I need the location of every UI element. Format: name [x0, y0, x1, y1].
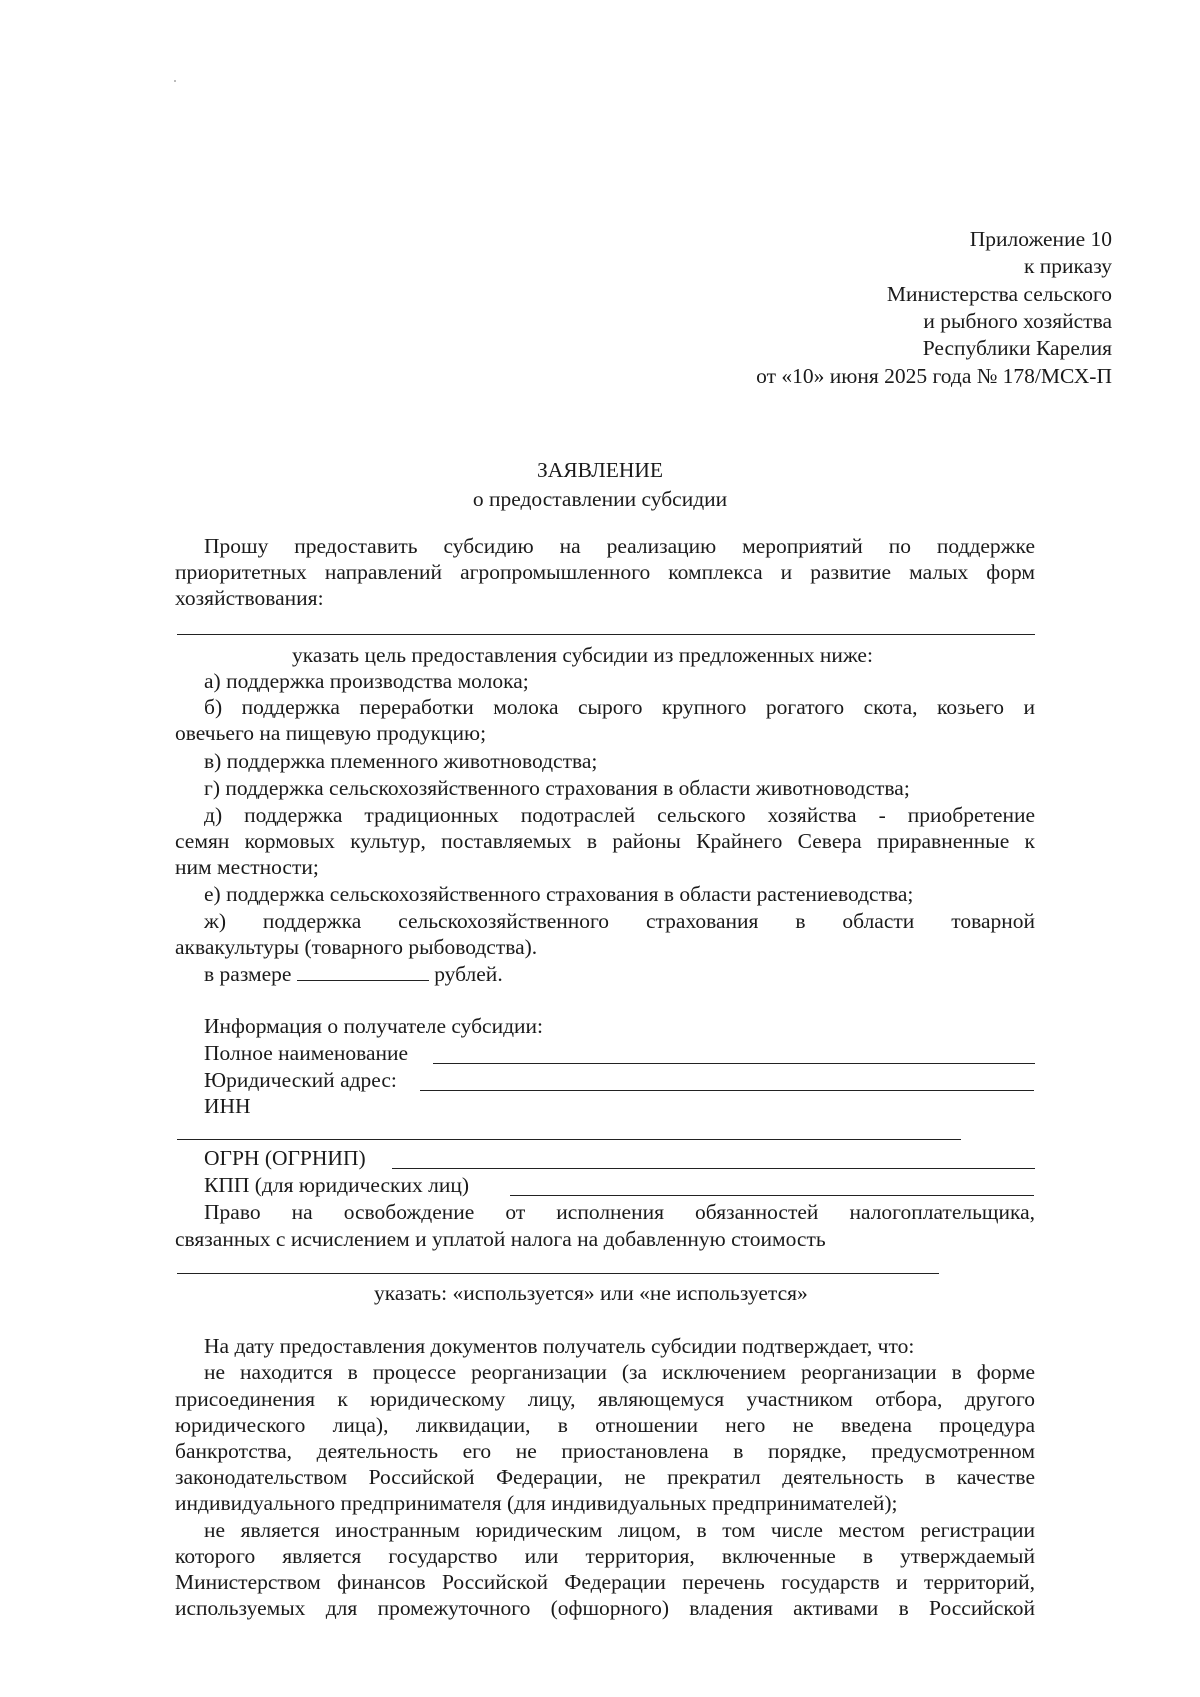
header-ministry-2: и рыбного хозяйства [923, 309, 1112, 333]
header-order-date: от «10» июня 2025 года № 178/МСХ-П [756, 364, 1112, 388]
request-line-3: хозяйствования: [175, 586, 324, 610]
amount-prefix: в размере [204, 962, 292, 986]
full-name-field[interactable] [433, 1063, 1035, 1064]
confirm-p2-line-4: используемых для промежуточного (офшорного) владения активами в Российской [175, 1596, 1035, 1620]
confirm-p2-line-3: Министерством финансов Российской Федерации перечень государств и территорий, [175, 1570, 1035, 1594]
appendix-number: Приложение 10 [969, 227, 1112, 251]
header-order-ref: к приказу [1023, 254, 1112, 278]
option-g: г) поддержка сельскохозяйственного страхования в области животноводства; [204, 776, 910, 800]
legal-address-label: Юридический адрес: [204, 1068, 397, 1092]
option-b-line-2: овечьего на пищевую продукцию; [175, 721, 487, 745]
vat-field[interactable] [177, 1273, 939, 1274]
ogrn-field[interactable] [392, 1168, 1035, 1169]
request-line-2: приоритетных направлений агропромышленного комплекса и развитие малых форм [175, 560, 1035, 584]
full-name-label: Полное наименование [204, 1041, 409, 1065]
purpose-field[interactable] [177, 634, 1035, 635]
option-a: а) поддержка производства молока; [204, 669, 529, 693]
option-e: е) поддержка сельскохозяйственного страхования в области растениеводства; [204, 882, 914, 906]
option-b-line-1: б) поддержка переработки молока сырого крупного рогатого скота, козьего и [204, 695, 1035, 719]
confirm-p1-line-5: законодательством Российской Федерации, не прекратил деятельность в качестве [175, 1465, 1035, 1489]
option-zh-line-1: ж) поддержка сельскохозяйственного страхования в области товарной [204, 909, 1035, 933]
ogrn-label: ОГРН (ОГРНИП) [204, 1146, 366, 1170]
vat-line-2: связанных с исчислением и уплатой налога на добавленную стоимость [175, 1227, 826, 1251]
vat-hint: указать: «используется» или «не используется» [374, 1281, 808, 1305]
inn-field[interactable] [177, 1139, 961, 1140]
amount-suffix: рублей. [434, 962, 503, 986]
amount-row [204, 962, 503, 987]
confirm-p1-line-1: не находится в процессе реорганизации (за исключением реорганизации в форме [204, 1360, 1035, 1384]
recipient-heading: Информация о получателе субсидии: [204, 1014, 544, 1038]
document-title: ЗАЯВЛЕНИЕ [536, 458, 664, 482]
kpp-label: КПП (для юридических лиц) [204, 1173, 470, 1197]
option-d-line-2: семян кормовых культур, поставляемых в районы Крайнего Севера приравненные к [175, 829, 1035, 853]
request-line-1: Прошу предоставить субсидию на реализацию мероприятий по поддержке [204, 534, 1035, 558]
kpp-field[interactable] [510, 1195, 1034, 1196]
confirm-heading: На дату предоставления документов получатель субсидии подтверждает, что: [204, 1334, 915, 1358]
scan-speck [174, 80, 176, 82]
confirm-p1-line-6: индивидуального предпринимателя (для индивидуальных предпринимателей); [175, 1491, 898, 1515]
confirm-p2-line-1: не является иностранным юридическим лицом, в том числе местом регистрации [204, 1518, 1035, 1542]
header-ministry: Министерства сельского [886, 282, 1112, 306]
header-republic: Республики Карелия [922, 336, 1112, 360]
option-zh-line-2: аквакультуры (товарного рыбоводства). [175, 935, 538, 959]
confirm-p1-line-4: банкротства, деятельность его не приостановлена в порядке, предусмотренном [175, 1439, 1035, 1463]
inn-label: ИНН [204, 1094, 251, 1118]
purpose-hint: указать цель предоставления субсидии из предложенных ниже: [292, 643, 873, 667]
option-v: в) поддержка племенного животноводства; [204, 749, 598, 773]
option-d-line-1: д) поддержка традиционных подотраслей сельского хозяйства - приобретение [204, 803, 1035, 827]
document-subtitle: о предоставлении субсидии [472, 487, 728, 511]
option-d-line-3: ним местности; [175, 855, 319, 879]
legal-address-field[interactable] [420, 1090, 1034, 1091]
vat-line-1: Право на освобождение от исполнения обязанностей налогоплательщика, [204, 1200, 1035, 1224]
confirm-p1-line-3: юридического лица), ликвидации, в отношении него не введена процедура [175, 1413, 1035, 1437]
confirm-p2-line-2: которого является государство или территория, включенные в утверждаемый [175, 1544, 1035, 1568]
amount-field[interactable] [297, 962, 429, 981]
confirm-p1-line-2: присоединения к юридическому лицу, являющемуся участником отбора, другого [175, 1387, 1035, 1411]
